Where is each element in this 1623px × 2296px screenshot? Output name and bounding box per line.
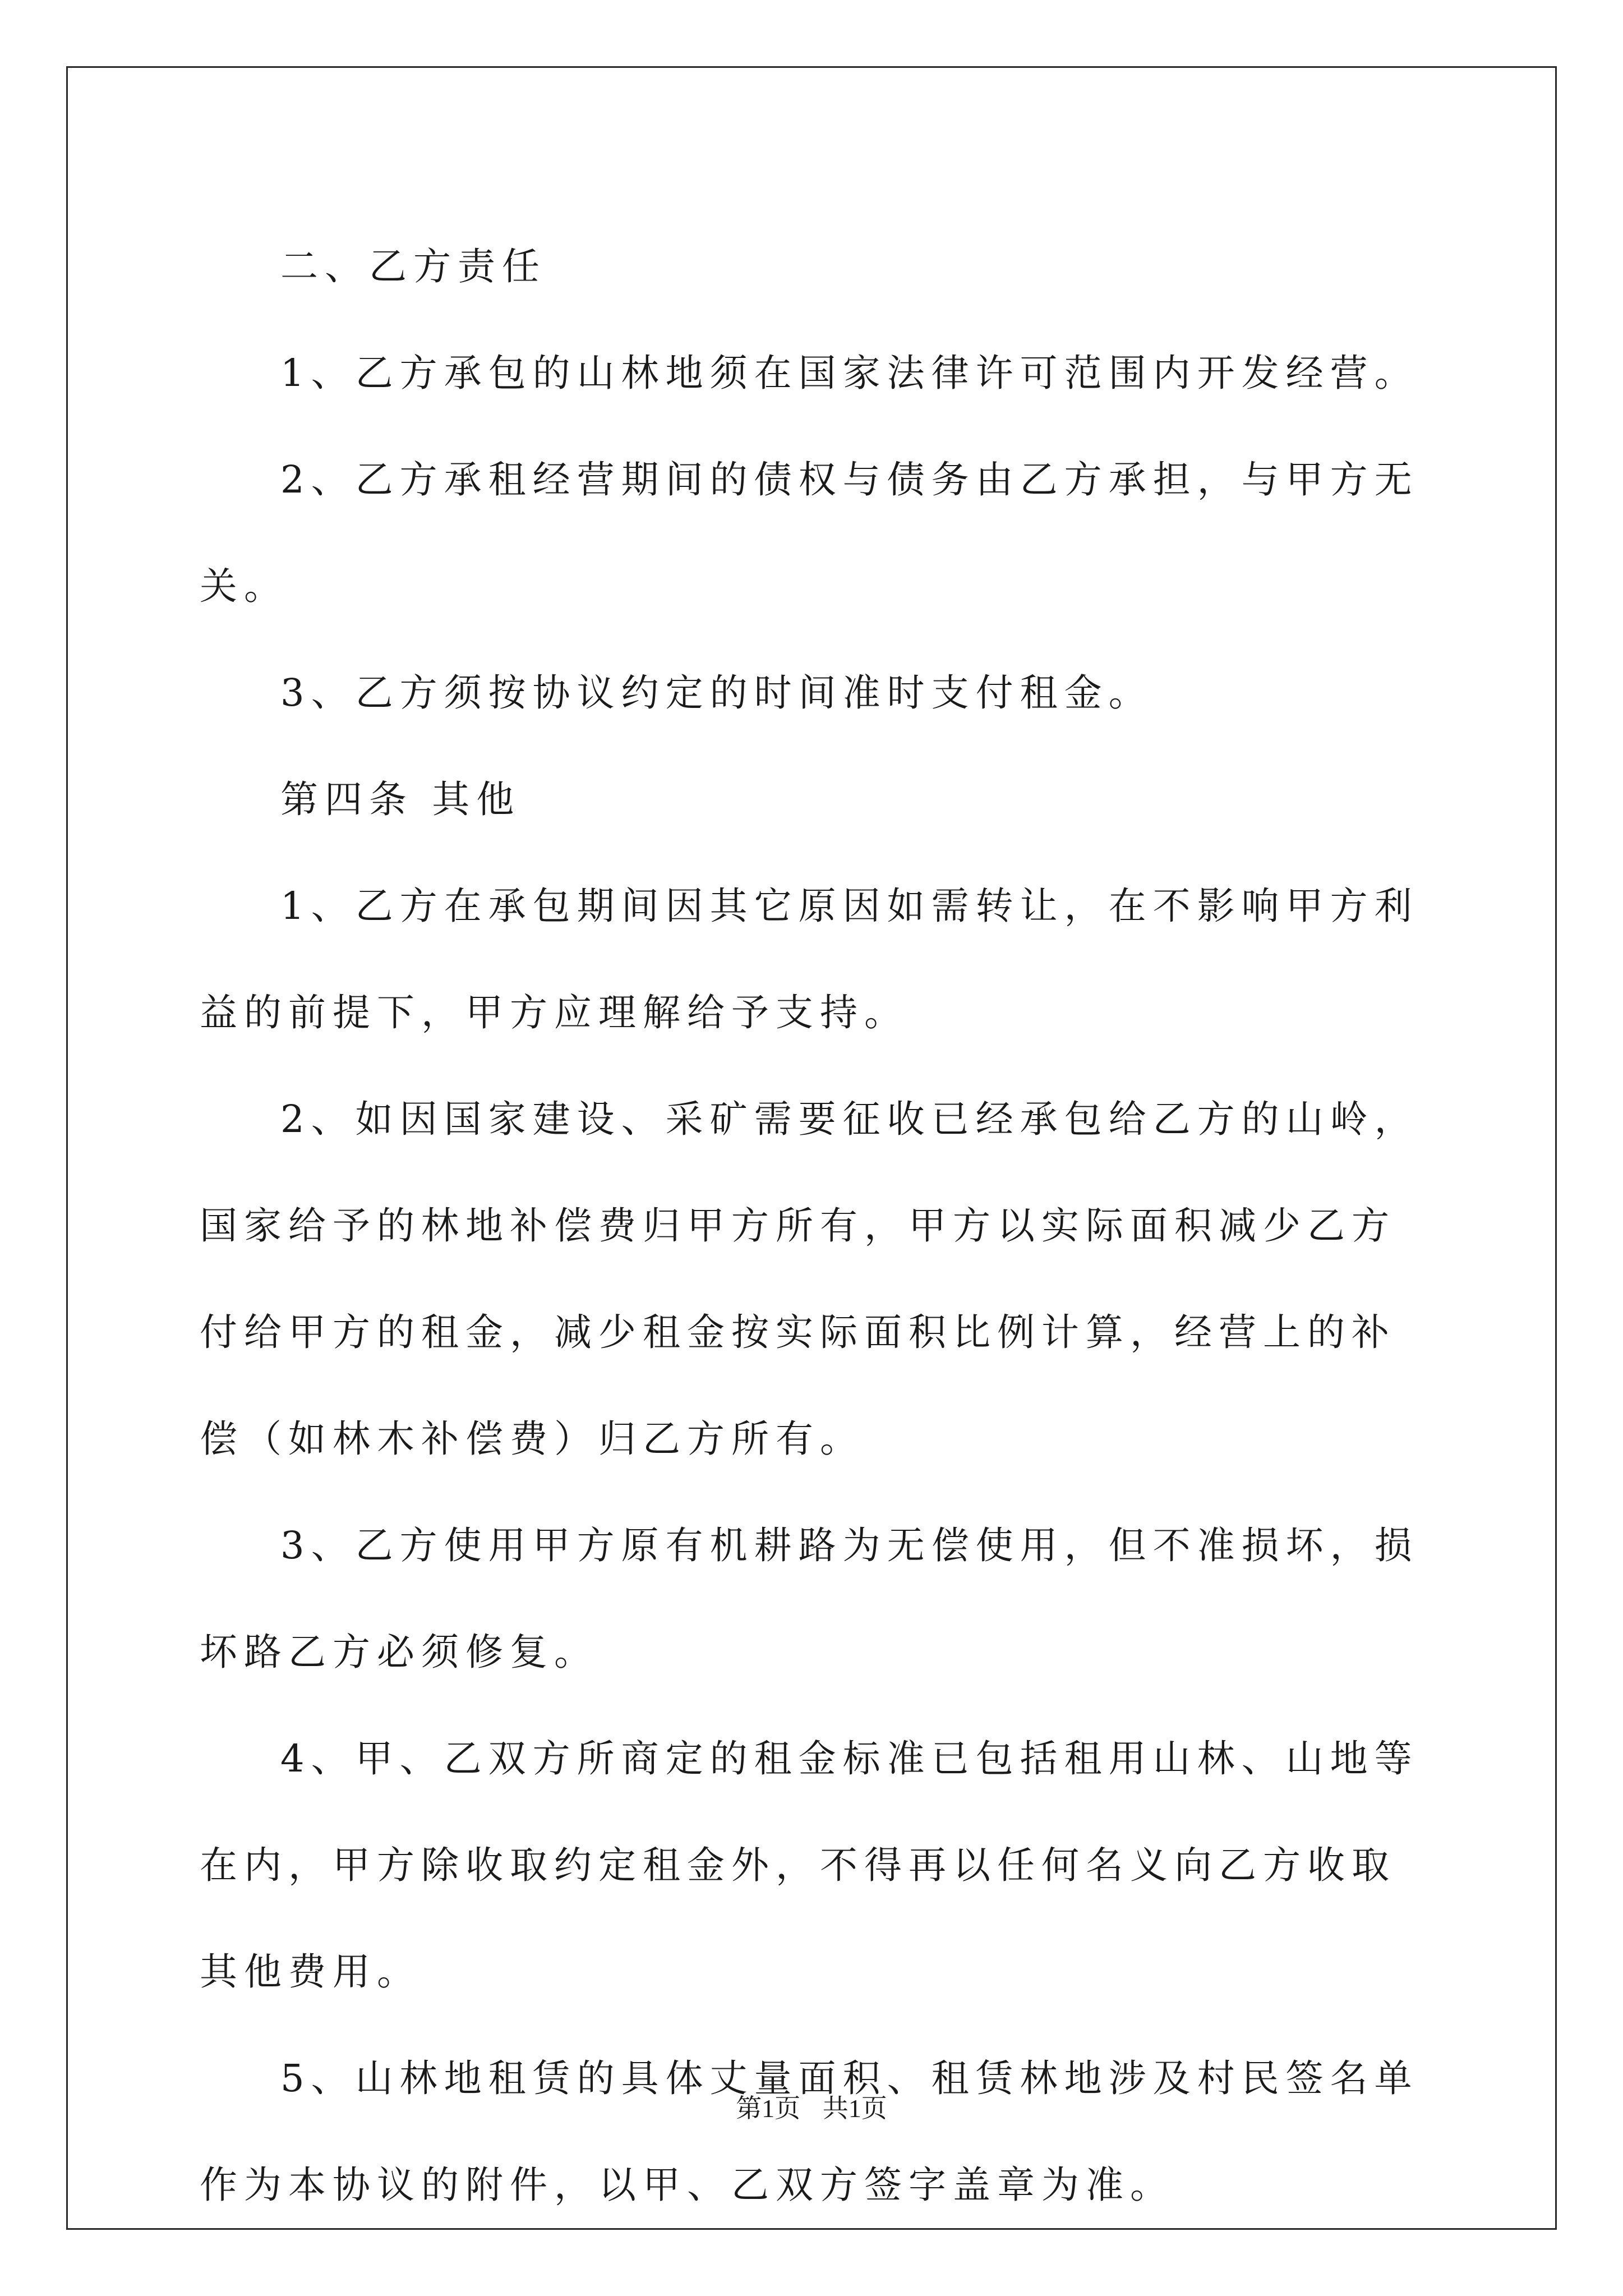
total-pages: 共1页	[822, 2094, 887, 2123]
page-number: 第1页	[736, 2094, 801, 2123]
section-heading-party-b-responsibility: 二、乙方责任	[280, 245, 546, 288]
clause-paragraph: 5、山林地租赁的具体丈量面积、租赁林地涉及村民签名单作为本协议的附件，以甲、乙双方签字盖章为准。	[200, 2056, 1419, 2207]
clause-paragraph: 3、乙方使用甲方原有机耕路为无偿使用，但不准损坏，损坏路乙方必须修复。	[200, 1524, 1419, 1674]
page-footer	[0, 2088, 1623, 2125]
clause-paragraph: 3、乙方须按协议约定的时间准时支付租金。	[280, 671, 1153, 715]
document-body	[200, 213, 1433, 2238]
clause-paragraph: 1、乙方承包的山林地须在国家法律许可范围内开发经营。	[280, 351, 1419, 395]
clause-paragraph: 2、乙方承租经营期间的债权与债务由乙方承担，与甲方无关。	[200, 458, 1419, 608]
clause-paragraph: 2、如因国家建设、采矿需要征收已经承包给乙方的山岭，国家给予的林地补偿费归甲方所有，甲方以实际面积减少乙方付给甲方的租金，减少租金按实际面积比例计算，经营上的补偿（如林木补偿费）归乙方所有。	[200, 1097, 1419, 1461]
clause-paragraph: 4、甲、乙双方所商定的租金标准已包括租用山林、山地等在内，甲方除收取约定租金外，不得再以任何名义向乙方收取其他费用。	[200, 1737, 1419, 1994]
section-heading-article-four: 第四条 其他	[280, 777, 521, 821]
clause-paragraph: 1、乙方在承包期间因其它原因如需转让，在不影响甲方利益的前提下，甲方应理解给予支持。	[200, 884, 1419, 1034]
